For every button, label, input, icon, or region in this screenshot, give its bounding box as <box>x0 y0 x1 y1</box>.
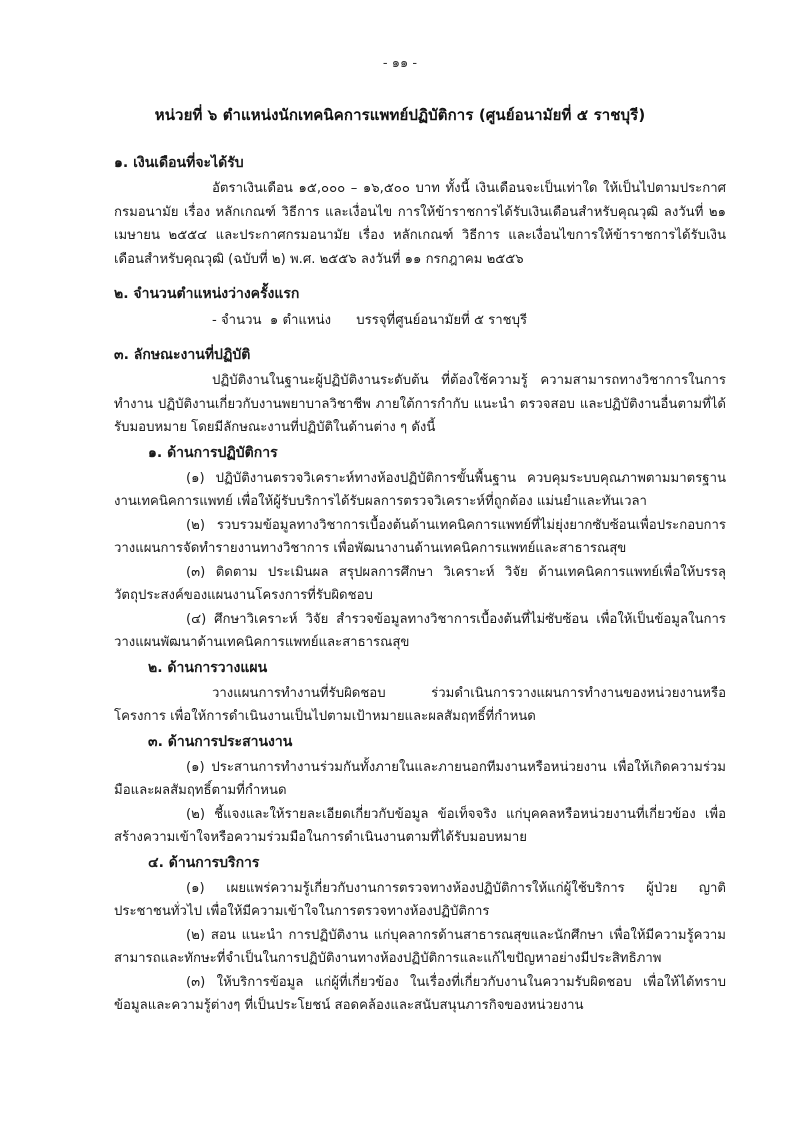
section-heading: ๓. ลักษณะงานที่ปฏิบัติ <box>114 347 251 363</box>
section-heading: ๑. เงินเดือนที่จะได้รับ <box>114 155 244 171</box>
subsection-planning <box>114 655 726 729</box>
subsection-heading: ๑. ด้านการปฏิบัติการ <box>148 444 278 461</box>
list-item: (๑) ประสานการทำงานร่วมกันทั้งภายในและภายนอกทีมงานหรือหน่วยงาน เพื่อให้เกิดความร่วมมือและผลสัมฤทธิ์ตามที่กำหนด <box>114 759 726 798</box>
subsection-operations <box>114 440 726 655</box>
document-body <box>114 150 726 1018</box>
vacancy-location: บรรจุที่ศูนย์อนามัยที่ ๕ ราชบุรี <box>356 313 528 328</box>
list-item: (๑) ปฏิบัติงานตรวจวิเคราะห์ทางห้องปฏิบัติการขั้นพื้นฐาน ควบคุมระบบคุณภาพตามมาตรฐานงานเทคนิคการแพทย์ เพื่อให้ผู้รับบริการได้รับผลการตรวจวิเคราะห์ที่ถูกต้อง แม่นยำและทันเวลา <box>114 470 726 509</box>
planning-paragraph: วางแผนการทำงานที่รับผิดชอบ ร่วมดำเนินการวางแผนการทำงานของหน่วยงานหรือโครงการ เพื่อให้การดำเนินงานเป็นไปตามเป้าหมายและผลสัมฤทธิ์ที่กำหนด <box>114 685 726 724</box>
section-vacancy <box>114 281 726 334</box>
section-salary <box>114 150 726 271</box>
salary-paragraph: อัตราเงินเดือน ๑๕,๐๐๐ – ๑๖,๕๐๐ บาท ทั้งนี้ เงินเดือนจะเป็นเท่าใด ให้เป็นไปตามประกาศกรมอนามัย เรื่อง หลักเกณฑ์ วิธีการ และเงื่อนไข การให้ข้าราชการได้รับเงินเดือนสำหรับคุณวุฒิ ลงวันที่ ๒๑ เมษายน ๒๕๕๔ และประกาศกรมอนามัย เรื่อง หลักเกณฑ์ วิธีการ และเงื่อนไขการให้ข้าราชการได้รับเงินเดือนสำหรับคุณวุฒิ (ฉบับที่ ๒) พ.ศ. ๒๕๕๖ ลงวันที่ ๑๑ กรกฎาคม ๒๕๕๖ <box>114 181 726 267</box>
list-item: (๔) ศึกษาวิเคราะห์ วิจัย สำรวจข้อมูลทางวิชาการเบื้องต้นที่ไม่ซับซ้อน เพื่อให้เป็นข้อมูลในการวางแผนพัฒนาด้านเทคนิคการแพทย์และสาธารณสุข <box>114 611 726 650</box>
subsection-heading: ๒. ด้านการวางแผน <box>148 659 268 676</box>
vacancy-count: - จำนวน ๑ ตำแหน่ง <box>212 313 332 328</box>
section-heading: ๒. จำนวนตำแหน่งว่างครั้งแรก <box>114 286 300 302</box>
list-item: (๓) ติดตาม ประเมินผล สรุปผลการศึกษา วิเคราะห์ วิจัย ด้านเทคนิคการแพทย์เพื่อให้บรรลุวัตถุประสงค์ของแผนงานโครงการที่รับผิดชอบ <box>114 564 726 603</box>
section-job-duties <box>114 342 726 1018</box>
subsection-coordination <box>114 729 726 850</box>
list-item: (๒) ชี้แจงและให้รายละเอียดเกี่ยวกับข้อมูล ข้อเท็จจริง แก่บุคคลหรือหน่วยงานที่เกี่ยวข้อง เพื่อสร้างความเข้าใจหรือความร่วมมือในการดำเนินงานตามที่ได้รับมอบหมาย <box>114 806 726 845</box>
list-item: (๒) รวบรวมข้อมูลทางวิชาการเบื้องต้นด้านเทคนิคการแพทย์ที่ไม่ยุ่งยากซับซ้อนเพื่อประกอบการวางแผนการจัดทำรายงานทางวิชาการ เพื่อพัฒนางานด้านเทคนิคการแพทย์และสาธารณสุข <box>114 517 726 556</box>
document-title: หน่วยที่ ๖ ตำแหน่งนักเทคนิคการแพทย์ปฏิบัติการ (ศูนย์อนามัยที่ ๕ ราชบุรี) <box>154 106 646 124</box>
vacancy-line <box>114 308 726 334</box>
subsection-heading: ๓. ด้านการประสานงาน <box>148 733 293 750</box>
list-item: (๑) เผยแพร่ความรู้เกี่ยวกับงานการตรวจทางห้องปฏิบัติการให้แก่ผู้ใช้บริการ ผู้ป่วย ญาติ ประชาชนทั่วไป เพื่อให้มีความเข้าใจในการตรวจทางห้องปฏิบัติการ <box>114 880 726 919</box>
subsection-heading: ๔. ด้านการบริการ <box>148 854 260 871</box>
duties-intro-paragraph: ปฏิบัติงานในฐานะผู้ปฏิบัติงานระดับต้น ที่ต้องใช้ความรู้ ความสามารถทางวิชาการในการทำงาน ปฏิบัติงานเกี่ยวกับงานพยาบาลวิชาชีพ ภายใต้การกำกับ แนะนำ ตรวจสอบ และปฏิบัติงานอื่นตามที่ได้รับมอบหมาย โดยมีลักษณะงานที่ปฏิบัติในด้านต่าง ๆ ดังนี้ <box>114 373 726 435</box>
list-item: (๒) สอน แนะนำ การปฏิบัติงาน แก่บุคลากรด้านสาธารณสุขและนักศึกษา เพื่อให้มีความรู้ความสามารถและทักษะที่จำเป็นในการปฏิบัติงานทางห้องปฏิบัติการและแก้ไขปัญหาอย่างมีประสิทธิภาพ <box>114 927 726 966</box>
page-number: - ๑๑ - <box>382 56 418 71</box>
subsection-services <box>114 850 726 1018</box>
list-item: (๓) ให้บริการข้อมูล แก่ผู้ที่เกี่ยวข้อง ในเรื่องที่เกี่ยวกับงานในความรับผิดชอบ เพื่อให้ได้ทราบข้อมูลและความรู้ต่างๆ ที่เป็นประโยชน์ สอดคล้องและสนับสนุนภารกิจของหน่วยงาน <box>114 974 726 1013</box>
